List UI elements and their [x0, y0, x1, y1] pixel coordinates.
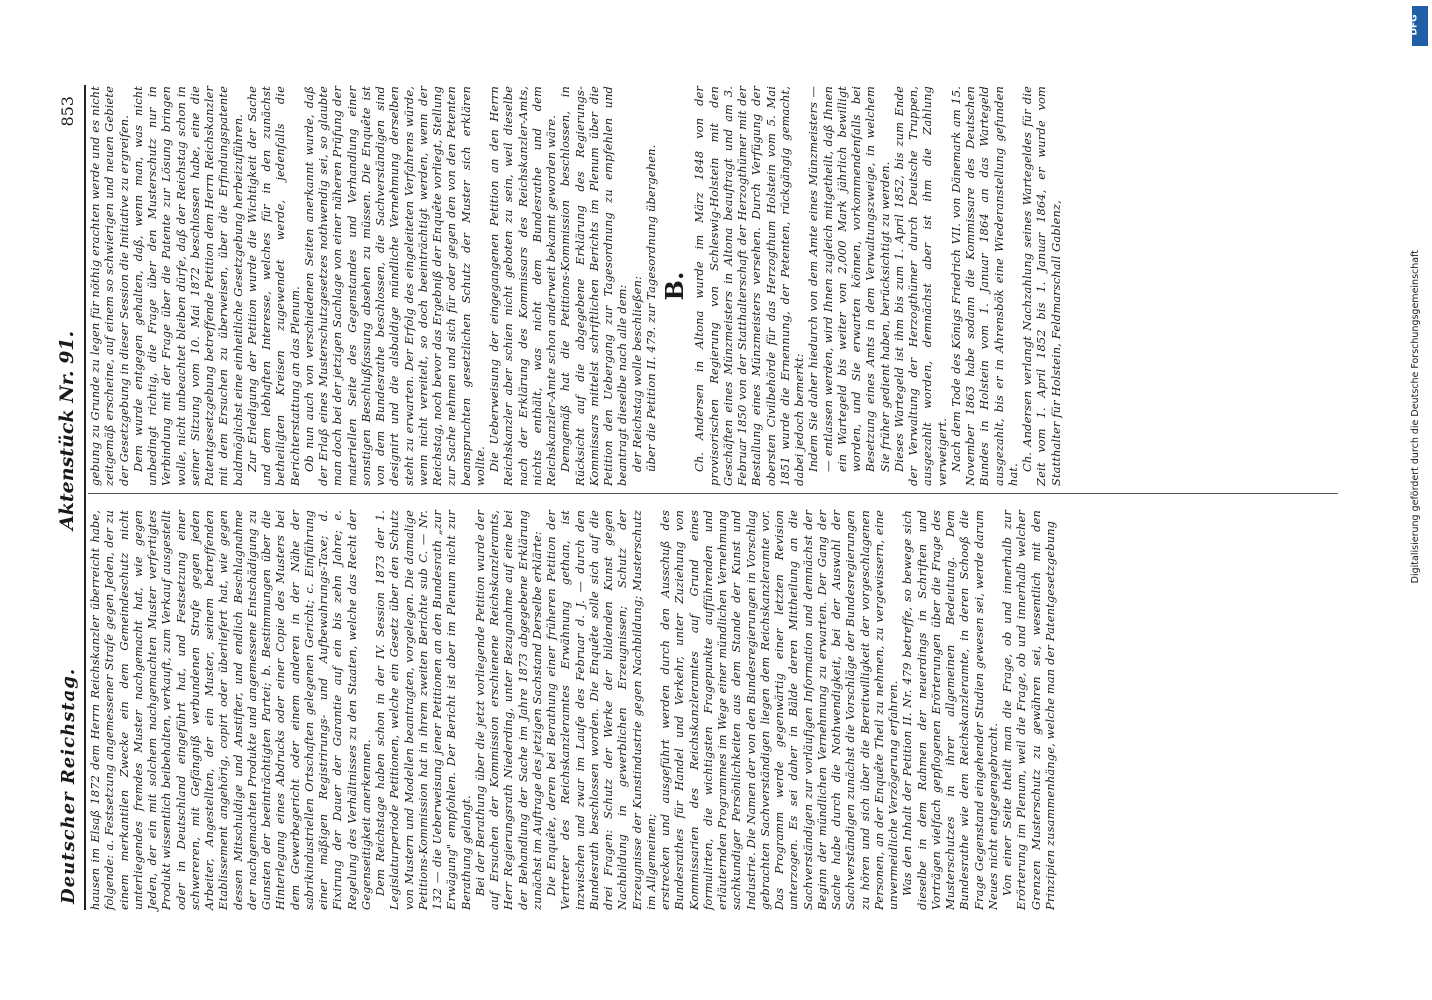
- paragraph: Dem wurde entgegen gehalten, daß, wenn man, was nicht unbedingt richtig, die Frage über den Musterschutz nur in Verbindung mit der Frage über die Patente zur Lösung bringen wolle, nicht unbeachtet bleiben dürfe, daß der Reichstag schon in seiner Sitzung vom 10. Mai 1872 beschlossen habe, eine die Patentgesetzgebung betreffende Petition dem Herrn Reichskanzler mit dem Ersuchen zu überweisen, über die Erfindungspatente baldmöglichst eine einheitliche Gesetzgebung herbeizuführen.: [130, 86, 245, 486]
- quoted-paragraph: Indem Sie daher hiedurch von dem Amte eines Münzmeisters — — entlassen werden, wird Ihnen zugleich mitgetheilt, daß Ihnen ein Wartegeld bis weiter von 2,000 Mark jährlich bewilligt worden, und Sie erwarten können, vorkommendenfalls bei Besetzung eines Amts in dem Verwaltungszweige, in welchem Sie früher gedient haben, berücksichtigt zu werden.: [806, 86, 892, 472]
- credit-text: Digitalisierung gefördert durch die Deutsche Forschungsgemeinschaft: [1410, 250, 1421, 584]
- column-divider: [88, 493, 1338, 494]
- paragraph: Demgemäß hat die Petitions-Kommission beschlossen, in Rücksicht auf die abgegebene Erklärung des Regierungs-Kommissars mittelst schriftlichen Berichts im Plenum über die Petition den Uebergang zur Tagesordnung zu empfehlen und beantragt dieselbe nach alle dem:: [558, 86, 630, 486]
- paragraph: Was den Inhalt der Petition II. Nr. 479 betreffe, so bewege sich dieselbe in dem Rahmen der neuerdings in Schriften und Vorträgen vielfach gepflogenen Erörterungen über die Frage des Musterschutzes in ihrer allgemeinen Bedeutung. Dem Bundesrathe wie dem Reichskanzleramte, in deren Schooß die Frage Gegenstand eingehender Studien gewesen sei, werde darum Neues nicht entgegengebracht.: [900, 510, 1000, 910]
- section-label: B.: [660, 271, 689, 301]
- motion-text: über die Petition II. 479. zur Tagesordnung übergehen.: [643, 144, 658, 472]
- header-rule: [84, 85, 86, 910]
- paragraph: Ch. Andersen in Altona wurde im März 1848 von der provisorischen Regierung von Schleswig-Holstein mit den Geschäften eines Münzmeisters in Altona beauftragt und am 3. Februar 1850 von der Statthalterschaft der Herzogthümer mit der Bestallung eines Münzmeisters versehen. Durch Verfügung der obersten Civilbehörde für das Herzogthum Holstein vom 5. Mai 1851 wurde die Ernennung, der Petenten, rückgängig gemacht, dabei jedoch bemerkt:: [692, 86, 806, 486]
- text-column-left: [88, 510, 1057, 910]
- motion-text: der Reichstag wolle beschließen:: [629, 275, 644, 472]
- paragraph: Nach dem Tode des Königs Friedrich VII. von Dänemark am 15. November 1863 habe sodann die Kommissare des Deutschen Bundes in Holstein vom 1. Januar 1864 an das Wartegeld ausgezahlt, bis er in Ahrensbök eine Wiederanstellung gefunden hat.: [948, 86, 1020, 486]
- paragraph: Dieses Wartegeld ist ihm bis zum 1. April 1852, bis zum Ende der Verwaltung der Herzogthümer durch Deutsche Truppen, ausgezahlt worden, demnächst aber ist ihm die Zahlung verweigert.: [891, 86, 949, 486]
- header-left-title: Deutscher Reichstag.: [58, 667, 79, 904]
- text-column-right: [88, 86, 1063, 486]
- digitization-credit: [1410, 250, 1428, 700]
- paragraph: hausen im Elsaß 1872 dem Herrn Reichskanzler überreicht habe, folgende: a. Festsetzung angemessener Strafe gegen Jeden, der zu einem merkantilen Zwecke ein dem Gemeindeschutz nicht unterliegendes fremdes Muster nachgemacht hat, wie gegen Jeden, der ein mit solchem nachgemachten Muster verfertigtes Produkt wissentlich beibehalten, verkauft, zum Verkauf ausgestellt oder in Deutschland eingeführt hat, und Festsetzung einer schwereren, mit Gefängniß verbundenen Strafe gegen jeden Arbeiter, Angestellten, der ein Muster, seinem betreffenden Etablissement angehörig, copirt oder überliefert hat, wie gegen dessen Mitschuldige und Anstifter, und endlich Beschlagnahme der nachgemachten Produkte und angemessene Entschädigung zu Gunsten der beeinträchtigten Partei; b. Bestimmungen über die Hinterlegung eines Abdrucks oder einer Copie des Musters bei dem Gewerbegericht oder einem anderen in der Nähe der sabrikindustriellen Ortschaften gelegenen Gericht; c. Einführung einer mäßigen Registrirungs- und Aufbewahrungs-Taxe; d. Fixirung der Dauer der Garantie auf ein bis zehn Jahre; e. Regelung des Verhältnisses zu den Staaten, welche das Recht der Gegenseitigkeit anerkennen.: [88, 510, 373, 910]
- paragraph: Die Enquête, deren bei Berathung einer früheren Petition der Vertreter des Reichskanzleramtes Erwähnung gethan, ist inzwischen und zwar im Laufe des Februar d. J. — durch den Bundesrath beschlossen worden. Die Enquête solle sich auf die drei Fragen: Schutz der Werke der bildenden Kunst gegen Nachbildung in gewerblichen Erzeugnissen; Schutz der Erzeugnisse der Kunstindustrie gegen Nachbildung; Musterschutz im Allgemeinen;: [544, 510, 658, 910]
- page-header: [54, 0, 84, 1000]
- header-middle-title: Aktenstück Nr. 91.: [56, 330, 78, 530]
- paragraph: Zur Erledigung der Petition wurde die Wichtigkeit der Sache und dem lebhaften Interesse, welches für in den zunächst betheiligten Kreisen zugewendet werde, jedenfalls die Berichterstattung an das Plenum.: [244, 86, 302, 486]
- paragraph: Ob nun auch von verschiedenen Seiten anerkannt wurde, daß der Erlaß eines Musterschutzgesetzes nothwendig sei, so glaubte man doch bei der jetzigen Sachlage von einer näheren Prüfung der materiellen Seite des Gegenstandes und Verhandlung einer sonstigen Beschlußfassung absehen zu müssen. Die Enquête ist von dem Bundesrathe beschlossen, die Sachverständigen sind designirt und die alsbaldige mündliche Vernehmung derselben steht zu erwarten. Der Erfolg des eingeleiteten Verfahrens würde, wenn nicht vereitelt, so doch beeinträchtigt werden, wenn der Reichstag, noch bevor das Ergebniß der Enquête vorliegt, Stellung zur Sache nehmen und sich für oder gegen den von den Petenten beanspruchten gesetzlichen Schutz der Muster sich erklären wollte.: [301, 86, 487, 486]
- paragraph: Ch. Andersen verlangt Nachzahlung seines Wartegeldes für die Zeit vom 1. April 1852 bis 1. Januar 1864, er wurde vom Statthalter für Holstein, Feldmarschall Gablenz,: [1020, 86, 1063, 486]
- paragraph: Die Ueberweisung der eingegangenen Petition an den Herrn Reichskanzler aber schien nicht geboten zu sein, weil dieselbe nach der Erklärung des Kommissars des Reichskanzler-Amts, nichts enthält, was nicht dem Bundesrathe und dem Reichskanzler-Amte schon anderweit bekannt geworden wäre.: [487, 86, 558, 486]
- paragraph: Von einer Seite theilt man die Frage, ob und innerhalb zur Erörterung im Plenum, weil die Frage, ob und innerhalb welcher Grenzen Musterschutz zu gewähren sei, wesentlich mit den Prinzipien zusammenhänge, welche man der Patentgesetzgebung: [1000, 510, 1057, 910]
- paragraph: erstrecken und ausgeführt werden durch den Ausschuß des Bundesrathes für Handel und Verkehr, unter Zuziehung von Kommissarien des Reichskanzleramtes auf Grund eines formulirten, die wichtigsten Fragepunkte aufführenden und erläuternden Programmes im Wege einer mündlichen Vernehmung sachkundiger Persönlichkeiten aus dem Stande der Kunst und Industrie. Die Namen der von den Bundesregierungen in Vorschlag gebrachten Sachverständigen liegen dem Reichskanzleramte vor. Das Programm werde gegenwärtig einer letzten Revision unterzogen. Es sei daher in Bälde deren Mittheilung an die Sachverständigen zur vorläufigen Information und demnächst der Beginn der mündlichen Vernehmung zu erwarten. Der Gang der Sache habe durch die Nothwendigkeit, bei der Auswahl der Sachverständigen zunächst die Vorschläge der Bundesregierungen zu hören und sich über die Bereitwilligkeit der vorgeschlagenen Personen, an der Enquête Theil zu nehmen, zu vergewissern, eine unvermeidliche Verzögerung erfahren.: [658, 510, 900, 910]
- paragraph: gebung zu Grunde zu legen für nöthig erachten werde und es nicht zeitgemäß erscheine, auf einem so schwierigen und neuen Gebiete der Gesetzgebung in dieser Session die Initiative zu ergreifen.: [88, 86, 131, 486]
- dfg-logo: DFG: [1412, 6, 1428, 46]
- paragraph: Dem Reichstage haben schon in der IV. Session 1873 der 1. Legislaturperiode Petitionen, welche ein Gesetz über den Schutz von Mustern und Modellen beantragten, vorgelegen. Die damalige Petitions-Kommission hat in ihrem zweiten Berichte sub C. — Nr. 132 — die Ueberweisung jener Petitionen an den Bundesrath „zur Erwägung" empfohlen. Der Bericht ist aber im Plenum nicht zur Berathung gelangt.: [373, 510, 473, 910]
- paragraph: Bei der Berathung über die jetzt vorliegende Petition wurde der auf Ersuchen der Kommission erschienene Reichskanzleramts, Herr Regierungsrath Niederding, unter Bezugnahme auf eine bei der Behandlung der Sache im Jahre 1873 abgegebene Erklärung zunächst im Auftrage des jetzigen Sachstand Derselbe erklärte:: [472, 510, 544, 910]
- page-number: 853: [58, 96, 77, 127]
